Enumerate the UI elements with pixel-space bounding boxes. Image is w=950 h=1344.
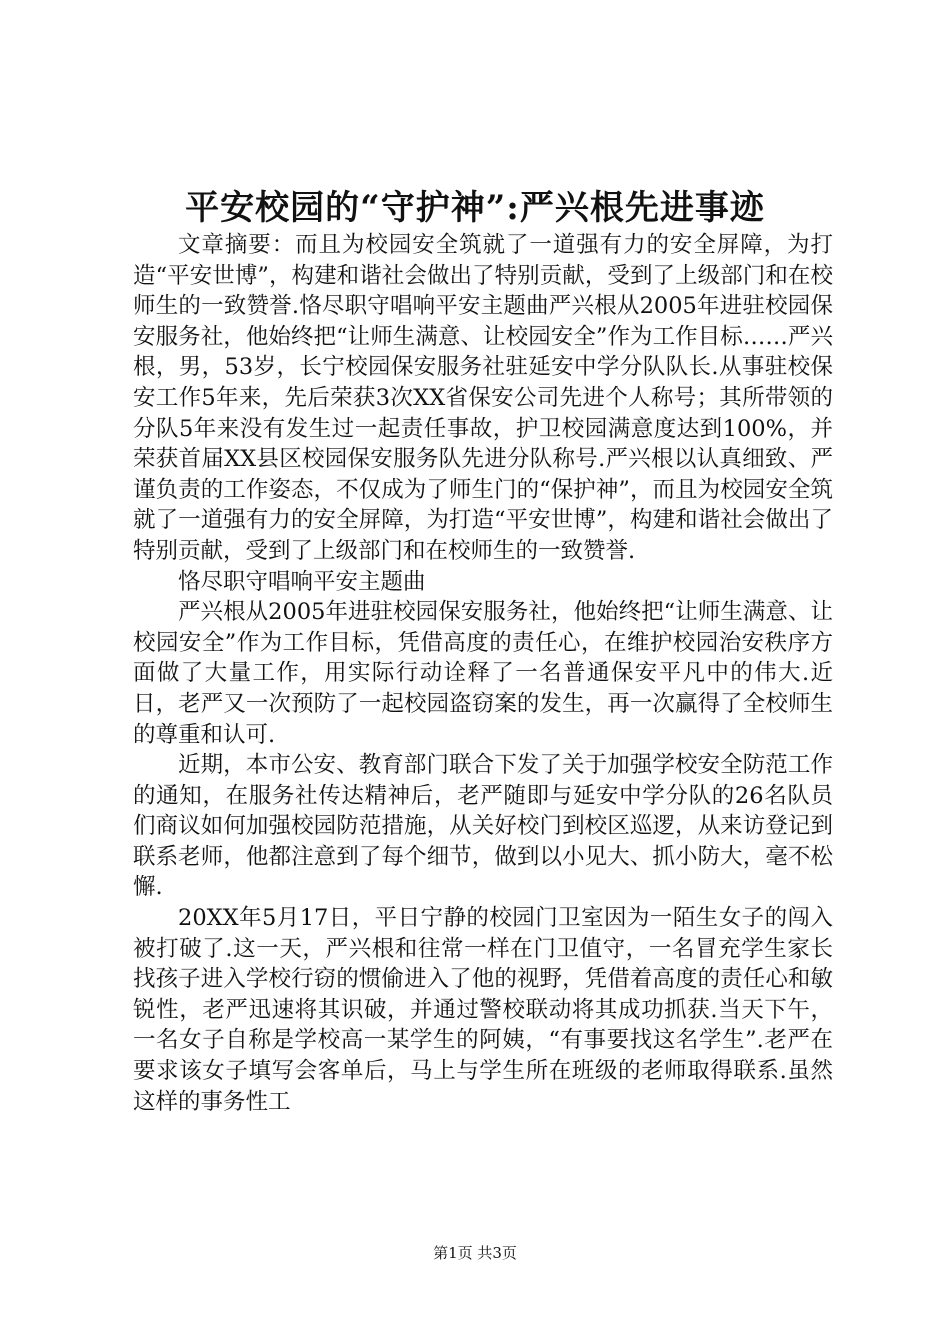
paragraph: 近期，本市公安、教育部门联合下发了关于加强学校安全防范工作的通知，在服务社传达精神后，老严随即与延安中学分队的26名队员们商议如何加强校园防范措施，从关好校门到校区巡逻，从来访登记到联系老师，他都注意到了每个细节，做到以小见大、抓小防大，毫不松懈.	[133, 752, 833, 901]
document-body	[133, 230, 833, 1117]
page-footer: 第1页 共3页	[433, 1244, 517, 1262]
paragraph-abstract: 文章摘要：而且为校园安全筑就了一道强有力的安全屏障，为打造“平安世博”，构建和谐社会做出了特别贡献，受到了上级部门和在校师生的一致赞誉.恪尽职守唱响平安主题曲严兴根从2005年进驻校园保安服务社，他始终把“让师生满意、让校园安全”作为工作目标……严兴根，男，53岁，长宁校园保安服务社驻延安中学分队队长.从事驻校保安工作5年来，先后荣获3次XX省保安公司先进个人称号；其所带领的分队5年来没有发生过一起责任事故，护卫校园满意度达到100%，并荣获首届XX县区校园保安服务队先进分队称号.严兴根以认真细致、严谨负责的工作姿态，不仅成为了师生门的“保护神”，而且为校园安全筑就了一道强有力的安全屏障，为打造“平安世博”，构建和谐社会做出了特别贡献，受到了上级部门和在校师生的一致赞誉.	[133, 232, 833, 564]
section-heading: 恪尽职守唱响平安主题曲	[178, 568, 426, 595]
document-title: 平安校园的“守护神”:严兴根先进事迹	[185, 188, 765, 228]
paragraph: 严兴根从2005年进驻校园保安服务社，他始终把“让师生满意、让校园安全”作为工作目标，凭借高度的责任心，在维护校园治安秩序方面做了大量工作，用实际行动诠释了一名普通保安平凡中的伟大.近日，老严又一次预防了一起校园盗窃案的发生，再一次赢得了全校师生的尊重和认可.	[133, 599, 833, 748]
paragraph: 20XX年5月17日，平日宁静的校园门卫室因为一陌生女子的闯入被打破了.这一天，严兴根和往常一样在门卫值守，一名冒充学生家长找孩子进入学校行窃的惯偷进入了他的视野，凭借着高度的责任心和敏锐性，老严迅速将其识破，并通过警校联动将其成功抓获.当天下午，一名女子自称是学校高一某学生的阿姨，“有事要找这名学生”.老严在要求该女子填写会客单后，马上与学生所在班级的老师取得联系.虽然这样的事务性工	[133, 905, 833, 1115]
